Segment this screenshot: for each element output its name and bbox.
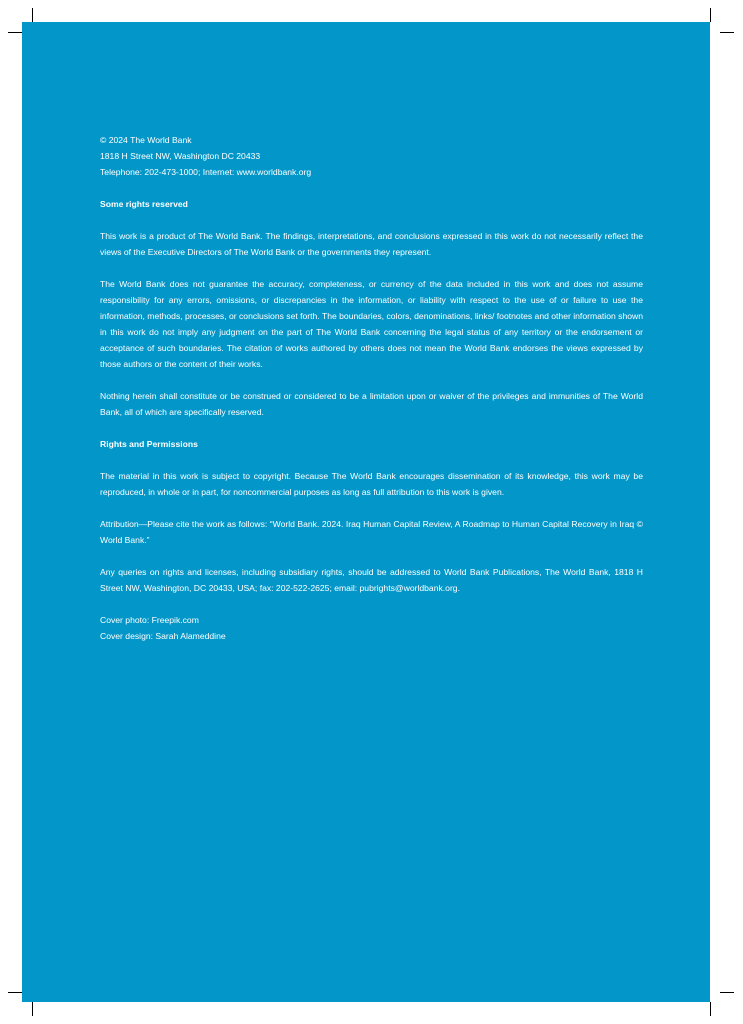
contact-line: Telephone: 202-473-1000; Internet: www.worldbank.org: [100, 167, 312, 177]
crop-mark-top-right-vertical: [710, 8, 711, 22]
some-rights-reserved-heading: Some rights reserved: [100, 199, 188, 209]
copyright-page: [22, 22, 710, 1002]
crop-mark-top-right-horizontal: [720, 32, 734, 33]
crop-mark-top-left-horizontal: [8, 32, 22, 33]
attribution-paragraph: Attribution—Please cite the work as follows: “World Bank. 2024. Iraq Human Capital Review, A Roadmap to Human Capital Recovery in Iraq © World Bank.”: [100, 519, 643, 545]
copyright-paragraph: The material in this work is subject to copyright. Because The World Bank encourages dissemination of its knowledge, this work may be reproduced, in whole or in part, for noncommercial purposes as long as full attribution to this work is given.: [100, 471, 643, 497]
privileges-paragraph: Nothing herein shall constitute or be construed or considered to be a limitation upon or waiver of the privileges and immunities of The World Bank, all of which are specifically reserved.: [100, 391, 643, 417]
cover-credits: [100, 612, 643, 644]
crop-mark-bottom-right-vertical: [710, 1002, 711, 1016]
disclaimer-paragraph: The World Bank does not guarantee the accuracy, completeness, or currency of the data included in this work and does not assume responsibility for any errors, omissions, or discrepancies in the information, or liability with respect to the use of or failure to use the information, methods, processes, or conclusions set forth. The boundaries, colors, denominations, links/ footnotes and other information shown in this work do not imply any judgment on the part of The World Bank concerning the legal status of any territory or the endorsement or acceptance of such boundaries. The citation of works authored by others does not mean the World Bank endorses the views expressed by those authors or the content of their works.: [100, 279, 643, 369]
street-address: 1818 H Street NW, Washington DC 20433: [100, 151, 261, 161]
crop-mark-top-left-vertical: [32, 8, 33, 22]
product-paragraph: This work is a product of The World Bank. The findings, interpretations, and conclusions expressed in this work do not necessarily reflect the views of the Executive Directors of The World Bank or the governments they represent.: [100, 231, 643, 257]
crop-mark-bottom-left-horizontal: [8, 992, 22, 993]
publisher-address: [100, 132, 643, 180]
copyright-line: © 2024 The World Bank: [100, 135, 192, 145]
rights-and-permissions-heading: Rights and Permissions: [100, 439, 198, 449]
crop-mark-bottom-left-vertical: [32, 1002, 33, 1016]
queries-paragraph: Any queries on rights and licenses, including subsidiary rights, should be addressed to World Bank Publications, The World Bank, 1818 H Street NW, Washington, DC 20433, USA; fax: 202-522-2625; email: pubrights@worldbank.org.: [100, 567, 643, 593]
cover-design-credit: Cover design: Sarah Alameddine: [100, 631, 226, 641]
copyright-content: [100, 132, 643, 660]
cover-photo-credit: Cover photo: Freepik.com: [100, 615, 199, 625]
crop-mark-bottom-right-horizontal: [720, 992, 734, 993]
